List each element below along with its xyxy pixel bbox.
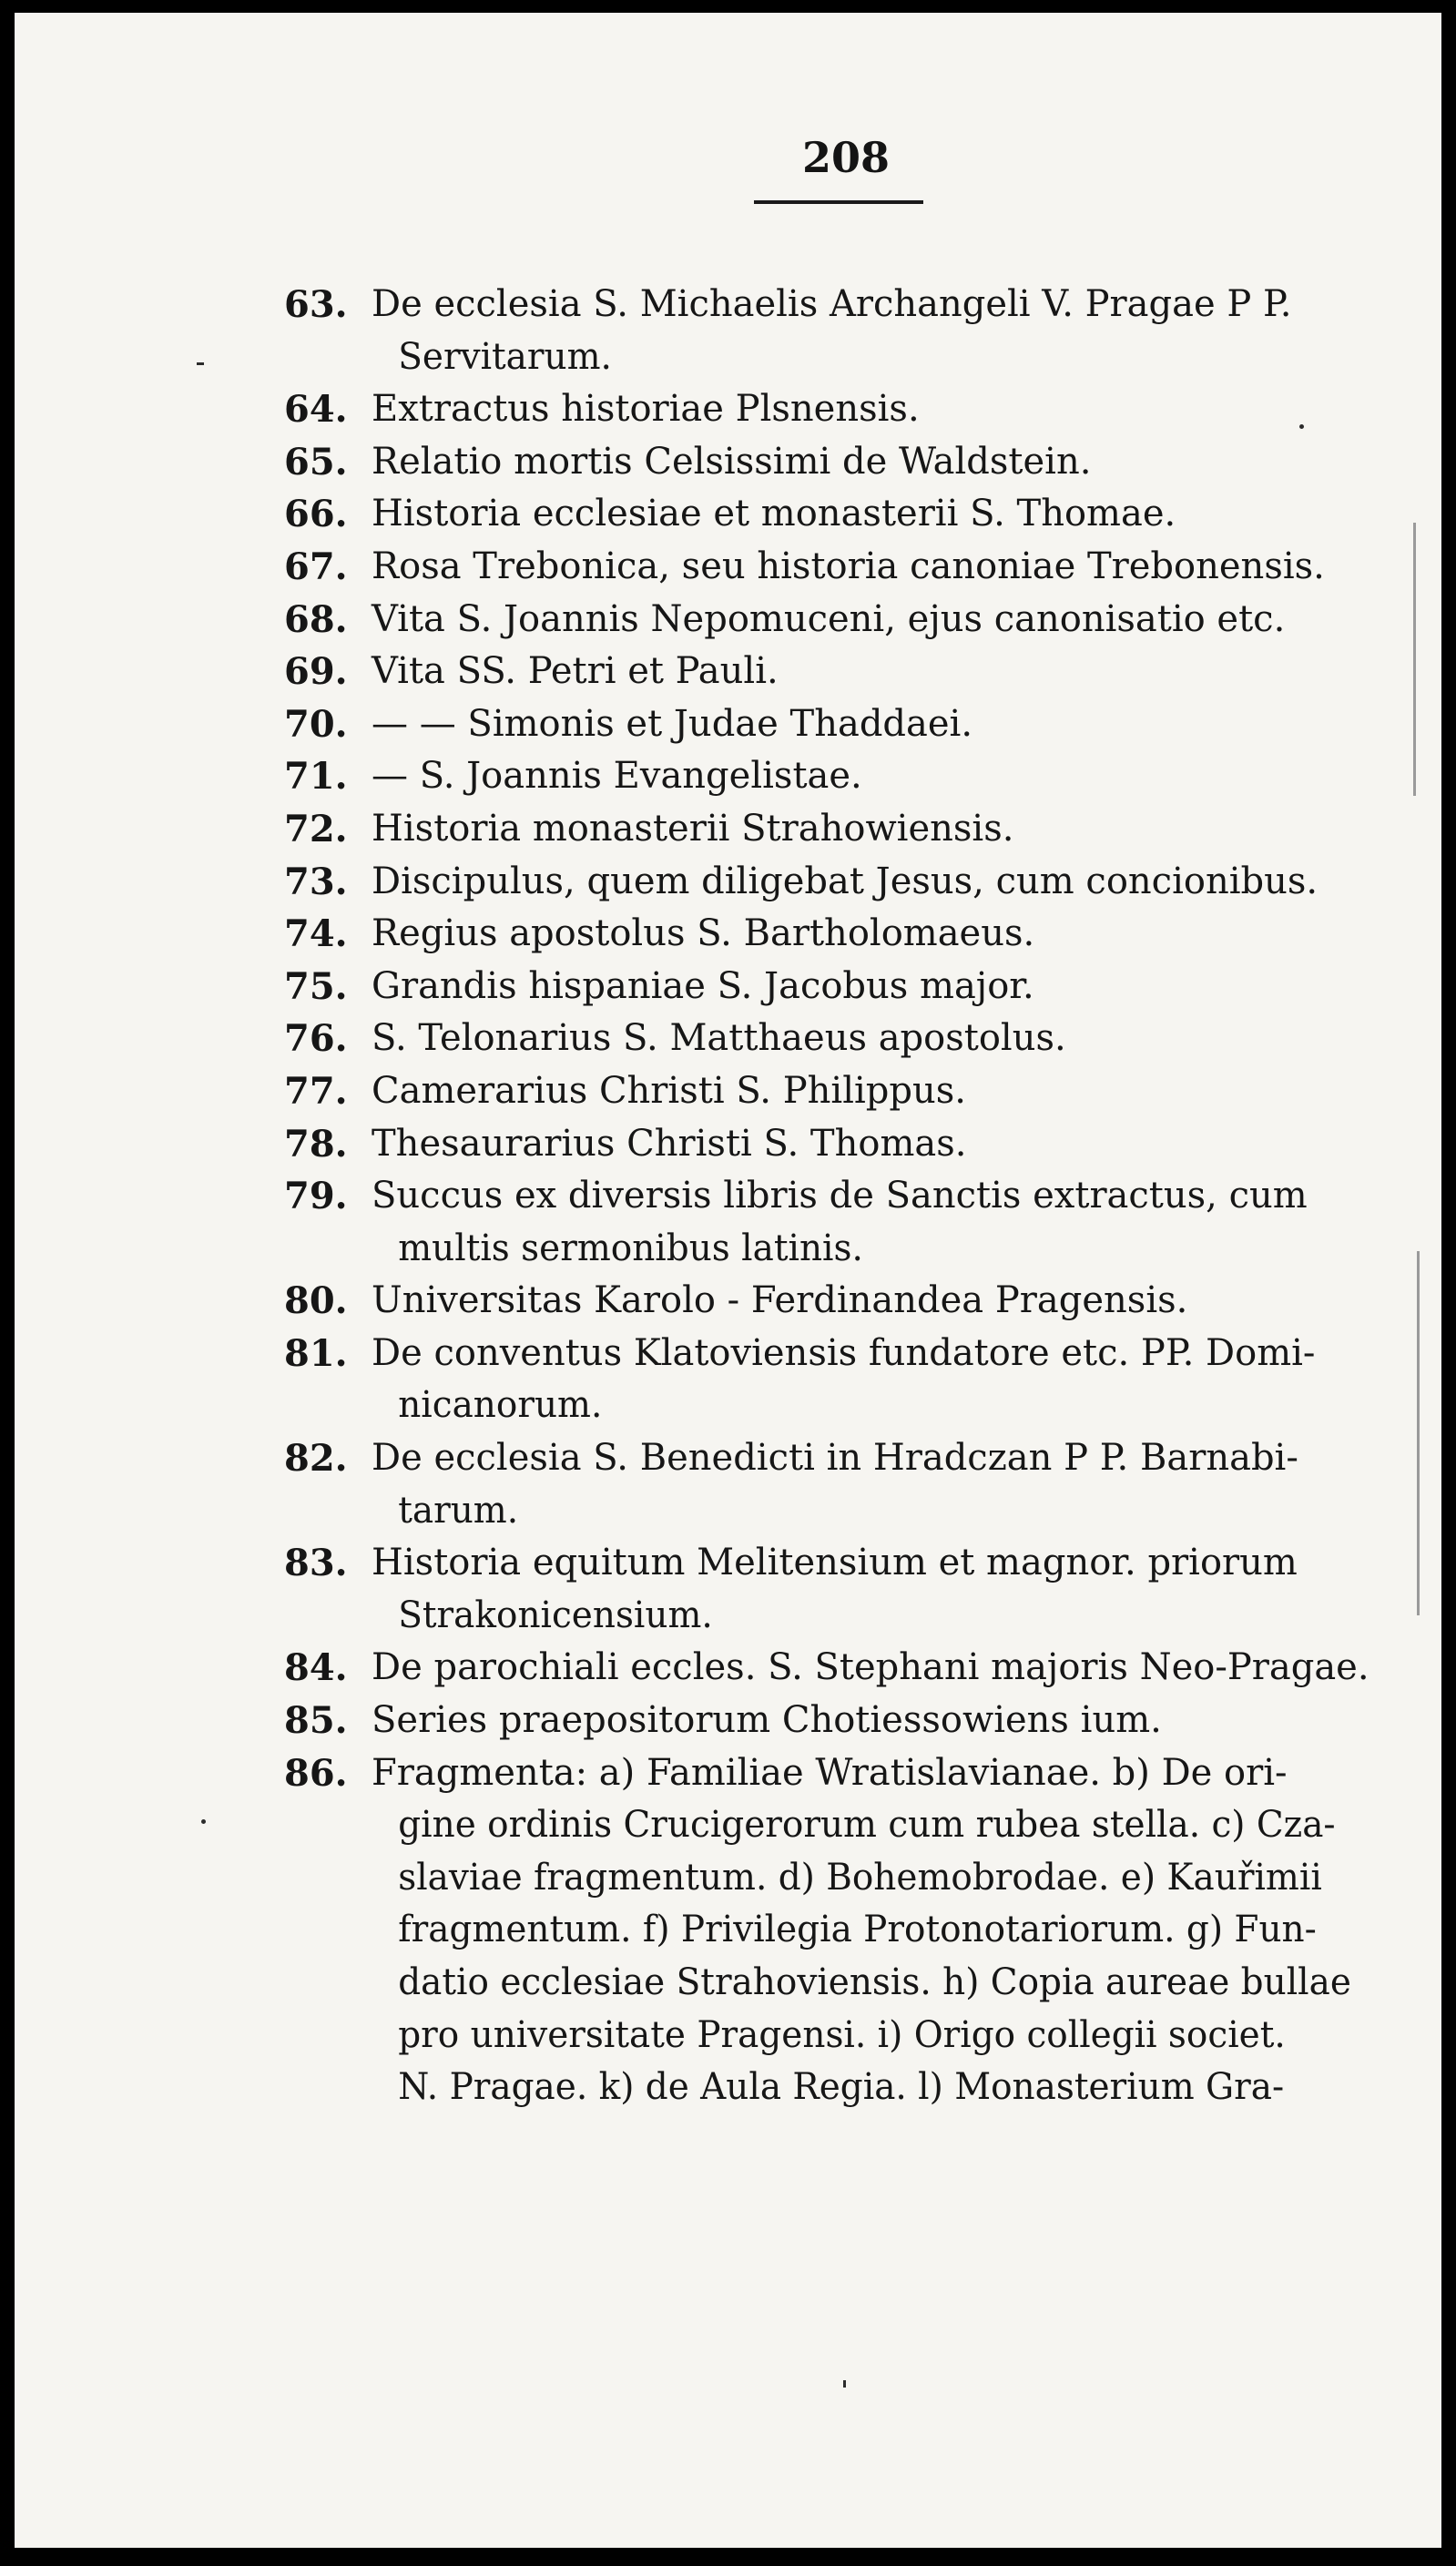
entry-text <box>372 646 1416 698</box>
entry-text <box>372 1118 1416 1171</box>
entry-line: slaviae fragmentum. d) Bohemobrodae. e) Kauřimii <box>398 1856 1322 1899</box>
list-item <box>15 383 1441 436</box>
entry-number: 82. <box>284 1437 348 1481</box>
list-item <box>15 1328 1441 1432</box>
list-item <box>15 541 1441 594</box>
entry-text <box>372 1642 1416 1695</box>
list-item <box>15 1695 1441 1747</box>
entry-line: Servitarum. <box>398 335 612 378</box>
entry-text <box>372 856 1416 909</box>
entry-line: De ecclesia S. Benedicti in Hradczan P P. Barnabi- <box>372 1437 1298 1480</box>
entry-number: 70. <box>284 702 348 746</box>
list-item <box>15 803 1441 856</box>
entry-text <box>372 436 1416 489</box>
list-item <box>15 1432 1441 1537</box>
entry-number: 77. <box>284 1069 348 1113</box>
entry-text <box>372 1695 1416 1747</box>
list-item <box>15 1065 1441 1118</box>
list-item <box>15 750 1441 803</box>
entry-line: gine ordinis Crucigerorum cum rubea stella. c) Cza- <box>398 1804 1336 1847</box>
list-item <box>15 1275 1441 1328</box>
entry-number: 83. <box>284 1542 348 1585</box>
entry-text <box>372 698 1416 751</box>
entry-line: nicanorum. <box>398 1384 603 1427</box>
list-item <box>15 646 1441 698</box>
entry-text <box>372 803 1416 856</box>
stray-mark <box>1299 424 1304 429</box>
entry-line: Series praepositorum Chotiessowiens ium. <box>372 1699 1162 1742</box>
stray-mark <box>843 2380 846 2388</box>
entry-number: 72. <box>284 807 348 850</box>
entry-text <box>372 1328 1416 1432</box>
entry-line: Extractus historiae Plsnensis. <box>372 388 920 431</box>
entry-line: De ecclesia S. Michaelis Archangeli V. Pragae P P. <box>372 283 1292 325</box>
list-item <box>15 1170 1441 1275</box>
list-item <box>15 1118 1441 1171</box>
entry-line: multis sermonibus latinis. <box>398 1227 863 1269</box>
entry-number: 79. <box>284 1175 348 1218</box>
entry-number: 86. <box>284 1751 348 1795</box>
entry-line: N. Pragae. k) de Aula Regia. l) Monasterium Gra- <box>398 2066 1285 2109</box>
catalogue-list <box>15 279 1441 2114</box>
list-item <box>15 1013 1441 1065</box>
list-item <box>15 1537 1441 1642</box>
stray-mark <box>201 1819 206 1824</box>
entry-text <box>372 750 1416 803</box>
entry-line: Succus ex diversis libris de Sanctis extractus, cum <box>372 1175 1308 1217</box>
entry-number: 85. <box>284 1699 348 1743</box>
entry-line: De conventus Klatoviensis fundatore etc. PP. Domi- <box>372 1331 1316 1374</box>
entry-line: datio ecclesiae Strahoviensis. h) Copia aureae bullae <box>398 1961 1351 2003</box>
entry-text <box>372 961 1416 1013</box>
entry-number: 76. <box>284 1017 348 1061</box>
entry-text <box>372 1170 1416 1275</box>
list-item <box>15 594 1441 647</box>
stray-mark <box>197 362 204 365</box>
list-item <box>15 488 1441 541</box>
entry-text <box>372 541 1416 594</box>
entry-number: 75. <box>284 964 348 1008</box>
entry-line: — — Simonis et Judae Thaddaei. <box>372 702 973 745</box>
entry-line: Universitas Karolo - Ferdinandea Pragensis. <box>372 1279 1188 1322</box>
document-page <box>15 13 1441 2548</box>
entry-line: fragmentum. f) Privilegia Protonotariorum. g) Fun- <box>398 1909 1317 1951</box>
list-item <box>15 698 1441 751</box>
entry-number: 74. <box>284 912 348 956</box>
list-item <box>15 279 1441 383</box>
entry-text <box>372 383 1416 436</box>
page-number: 208 <box>801 133 891 182</box>
entry-line: Grandis hispaniae S. Jacobus major. <box>372 964 1034 1007</box>
entry-line: Regius apostolus S. Bartholomaeus. <box>372 912 1035 955</box>
entry-line: Historia equitum Melitensium et magnor. priorum <box>372 1542 1298 1584</box>
entry-number: 64. <box>284 388 348 432</box>
list-item <box>15 1747 1441 2114</box>
list-item <box>15 436 1441 489</box>
entry-text <box>372 1537 1416 1642</box>
entry-line: Rosa Trebonica, seu historia canoniae Trebonensis. <box>372 545 1325 587</box>
list-item <box>15 908 1441 961</box>
entry-line: pro universitate Pragensi. i) Origo collegii societ. <box>398 2013 1286 2056</box>
entry-number: 73. <box>284 860 348 903</box>
entry-line: Fragmenta: a) Familiae Wratislavianae. b) De ori- <box>372 1751 1288 1794</box>
entry-text <box>372 1275 1416 1328</box>
stray-mark <box>1417 1251 1420 1615</box>
entry-text <box>372 908 1416 961</box>
entry-number: 78. <box>284 1122 348 1166</box>
entry-text <box>372 594 1416 647</box>
entry-line: Camerarius Christi S. Philippus. <box>372 1069 967 1112</box>
entry-line: S. Telonarius S. Matthaeus apostolus. <box>372 1017 1066 1060</box>
entry-text <box>372 1432 1416 1537</box>
entry-number: 81. <box>284 1331 348 1375</box>
entry-line: — S. Joannis Evangelistae. <box>372 755 862 798</box>
entry-line: Vita S. Joannis Nepomuceni, ejus canonisatio etc. <box>372 597 1286 640</box>
entry-text <box>372 1013 1416 1065</box>
entry-number: 63. <box>284 283 348 326</box>
list-item <box>15 856 1441 909</box>
entry-text <box>372 1747 1416 2114</box>
stray-mark <box>1413 523 1416 796</box>
header-rule <box>754 200 923 204</box>
entry-number: 69. <box>284 650 348 694</box>
entry-line: tarum. <box>398 1489 519 1532</box>
entry-line: De parochiali eccles. S. Stephani majoris Neo-Pragae. <box>372 1646 1369 1689</box>
entry-number: 66. <box>284 493 348 536</box>
entry-number: 68. <box>284 597 348 641</box>
entry-line: Vita SS. Petri et Pauli. <box>372 650 779 693</box>
entry-number: 71. <box>284 755 348 799</box>
entry-line: Historia monasterii Strahowiensis. <box>372 807 1014 850</box>
entry-text <box>372 1065 1416 1118</box>
entry-number: 65. <box>284 440 348 484</box>
list-item <box>15 1642 1441 1695</box>
entry-line: Discipulus, quem diligebat Jesus, cum concionibus. <box>372 860 1319 902</box>
entry-number: 67. <box>284 545 348 588</box>
list-item <box>15 961 1441 1013</box>
entry-number: 80. <box>284 1279 348 1323</box>
entry-text <box>372 488 1416 541</box>
entry-line: Strakonicensium. <box>398 1594 713 1636</box>
entry-number: 84. <box>284 1646 348 1690</box>
entry-line: Historia ecclesiae et monasterii S. Thomae. <box>372 493 1176 535</box>
entry-line: Thesaurarius Christi S. Thomas. <box>372 1122 967 1165</box>
entry-line: Relatio mortis Celsissimi de Waldstein. <box>372 440 1092 483</box>
entry-text <box>372 279 1416 383</box>
